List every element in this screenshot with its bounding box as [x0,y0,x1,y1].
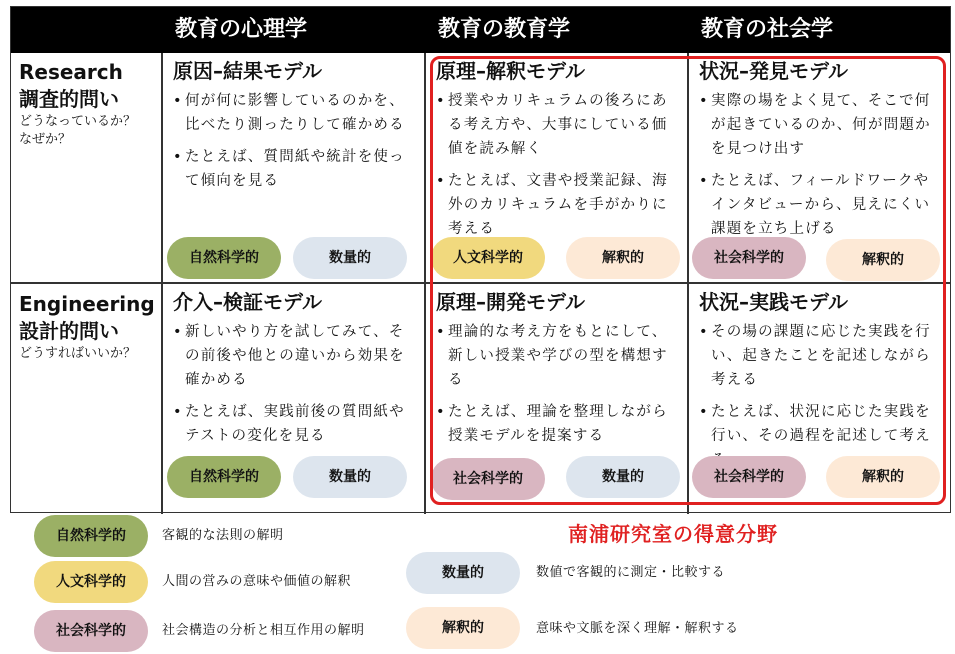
tag-quantitative: 数量的 [566,456,680,498]
specialty-label: 南浦研究室の得意分野 [568,522,778,546]
row-label-en: Engineering [19,292,155,316]
cell-cause-effect [163,57,424,201]
row-question: どうすればいいか？ [19,346,137,361]
tag-interpretive: 解釈的 [566,237,680,279]
cell-bullet: • 理論的な考え方をもとにして、新しい授業や学びの型を構想する [434,320,681,392]
cell-bullet: • たとえば、質問紙や統計を使って傾向を見る [171,145,418,193]
tag-quantitative: 数量的 [293,237,407,279]
cell-title: 原理–開発モデル [436,290,585,314]
row-label-jp: 調査的問い [19,87,119,111]
tag-quantitative: 数量的 [293,456,407,498]
legend-social-pill: 社会科学的 [34,610,148,652]
cell-bullet: • たとえば、理論を整理しながら授業モデルを提案する [434,400,681,448]
legend-quantitative-desc: 数値で客観的に測定・比較する [536,565,726,580]
specialty-highlight-box [430,56,946,505]
cell-bullet: • その場の課題に応じた実践を行い、起きたことを記述しながら考える [697,320,944,392]
tag-social-science: 社会科学的 [692,237,806,279]
row-label-research [11,59,163,149]
tag-natural-science: 自然科学的 [167,237,281,279]
header-sociology: 教育の社会学 [701,17,834,42]
legend-interpretive-desc: 意味や文脈を深く理解・解釈する [536,621,739,636]
cell-bullet: • たとえば、実践前後の質問紙やテストの変化を見る [171,400,418,448]
tag-social-science: 社会科学的 [431,458,545,500]
cell-bullet: • 何が何に影響しているのかを、比べたり測ったりして確かめる [171,89,418,137]
row-label-en: Research [19,60,123,84]
cell-title: 状況–実践モデル [699,290,848,314]
cell-title: 原理–解釈モデル [436,59,585,83]
header-psychology: 教育の心理学 [175,17,308,42]
tag-interpretive: 解釈的 [826,239,940,281]
legend-humanities-pill: 人文科学的 [34,561,148,603]
cell-title: 状況–発見モデル [699,59,848,83]
tag-interpretive: 解釈的 [826,456,940,498]
tag-natural-science: 自然科学的 [167,456,281,498]
cell-title: 介入–検証モデル [173,290,322,314]
legend-natural-pill: 自然科学的 [34,515,148,557]
legend-interpretive-pill: 解釈的 [406,607,520,649]
legend-humanities-desc: 人間の営みの意味や価値の解釈 [162,574,352,589]
row-question: どうなっているか？ [19,114,137,129]
cell-bullet: • 実際の場をよく見て、そこで何が起きているのか、何が問題かを見つけ出す [697,89,944,161]
cell-bullet: • 授業やカリキュラムの後ろにある考え方や、大事にしている価値を読み解く [434,89,681,161]
table-header [11,7,950,53]
cell-bullet: • たとえば、状況に応じた実践を行い、その過程を記述して考え [697,400,944,472]
row-question: なぜか？ [19,132,72,147]
cell-bullet: • 新しいやり方を試してみて、その前後や他との違いから効果を確かめる [171,320,418,392]
cell-bullet: • たとえば、文書や授業記録、海外のカリキュラムを手がかりに考える [434,169,681,241]
tag-social-science: 社会科学的 [692,456,806,498]
legend-natural-desc: 客観的な法則の解明 [162,528,284,543]
row-label-jp: 設計的問い [19,319,119,343]
row-label-engineering [11,291,163,363]
header-pedagogy: 教育の教育学 [438,17,571,42]
cell-intervention-verification [163,288,424,456]
legend-quantitative-pill: 数量的 [406,552,520,594]
legend-social-desc: 社会構造の分析と相互作用の解明 [162,623,365,638]
tag-humanities: 人文科学的 [431,237,545,279]
cell-title: 原因–結果モデル [173,59,322,83]
cell-bullet: • たとえば、フィールドワークやインタビューから、見えにくい課題を立ち上げる [697,169,944,241]
